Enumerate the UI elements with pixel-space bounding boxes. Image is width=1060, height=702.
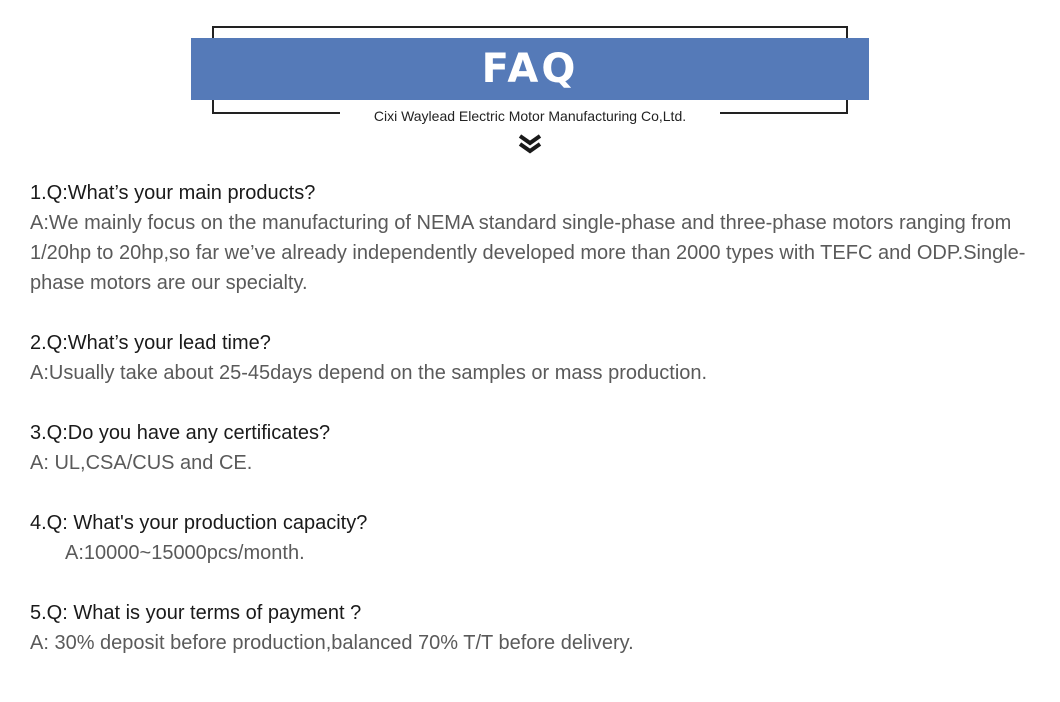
faq-question: 5.Q: What is your terms of payment ? — [30, 602, 362, 624]
faq-answer: A: 30% deposit before production,balanced 70% T/T before delivery. — [30, 632, 634, 654]
faq-question: 2.Q:What’s your lead time? — [30, 332, 271, 354]
faq-item — [30, 598, 1040, 658]
faq-question: 4.Q: What's your production capacity? — [30, 512, 368, 534]
faq-list — [30, 178, 1040, 688]
faq-question: 3.Q:Do you have any certificates? — [30, 422, 331, 444]
double-chevron-down-icon — [517, 133, 543, 155]
faq-answer: A:10000~15000pcs/month. — [65, 542, 305, 564]
faq-question: 1.Q:What’s your main products? — [30, 182, 316, 204]
company-name: Cixi Waylead Electric Motor Manufacturing Co,Ltd. — [340, 106, 720, 126]
faq-answer: A:We mainly focus on the manufacturing of NEMA standard single-phase and three-phase motors ranging from 1/20hp to 20hp,so far we’ve already independently developed more than 2000 types with TEFC and ODP.Single-phase motors are our specialty. — [30, 212, 1026, 294]
faq-item — [30, 508, 1040, 568]
faq-answer: A: UL,CSA/CUS and CE. — [30, 452, 253, 474]
faq-item — [30, 178, 1040, 298]
faq-item — [30, 418, 1040, 478]
faq-answer: A:Usually take about 25-45days depend on the samples or mass production. — [30, 362, 708, 384]
faq-item — [30, 328, 1040, 388]
faq-title: FAQ — [191, 38, 869, 100]
